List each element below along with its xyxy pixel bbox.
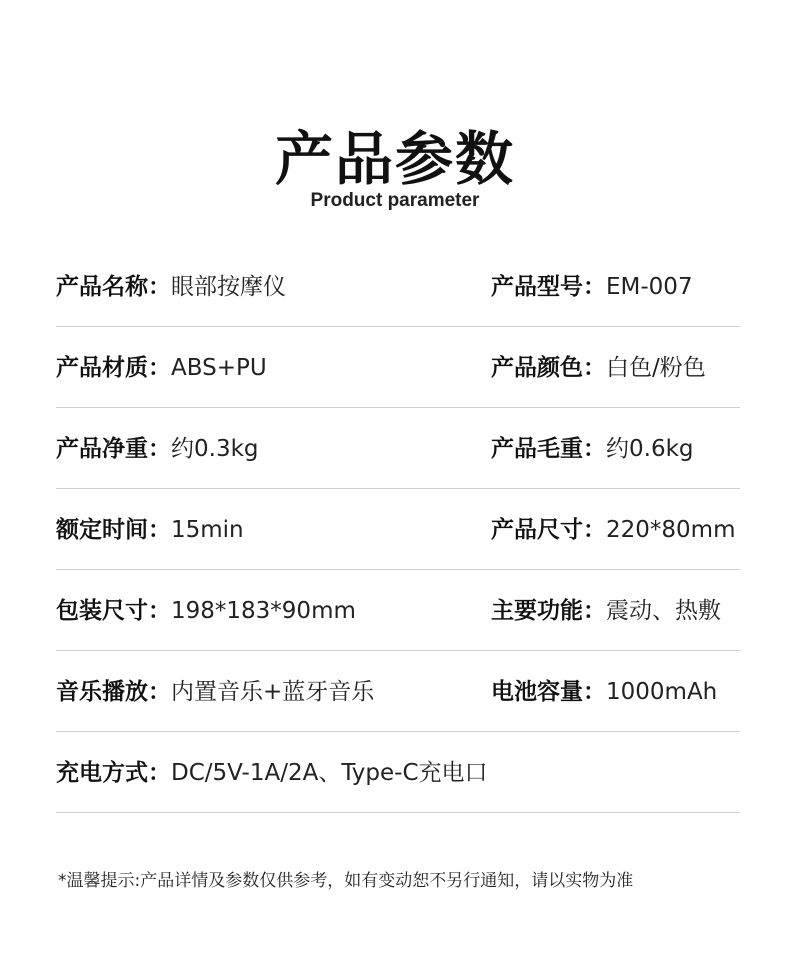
- param-cell: [491, 594, 721, 628]
- param-cell: [56, 351, 267, 385]
- param-cell: [491, 675, 717, 709]
- table-row: [56, 651, 740, 732]
- param-cell: [491, 351, 706, 385]
- param-label: 主要功能：: [491, 598, 606, 624]
- param-value: 198*183*90mm: [171, 598, 356, 624]
- param-cell: [491, 432, 694, 466]
- page-title: 产品参数: [274, 125, 515, 193]
- param-label: 音乐播放：: [56, 679, 171, 705]
- param-value: 白色/粉色: [606, 355, 706, 381]
- param-label: 电池容量：: [491, 679, 606, 705]
- param-cell: [56, 594, 356, 628]
- param-label: 产品毛重：: [491, 436, 606, 462]
- param-cell: [56, 432, 259, 466]
- page-subtitle: Product parameter: [310, 190, 480, 211]
- param-label: 产品尺寸：: [491, 517, 606, 543]
- param-label: 产品颜色：: [491, 355, 606, 381]
- param-value: EM-007: [606, 274, 693, 300]
- param-label: 额定时间：: [56, 517, 171, 543]
- table-row: [56, 732, 740, 813]
- param-value: 震动、热敷: [606, 598, 721, 624]
- param-cell: [56, 270, 286, 304]
- param-value: ABS+PU: [171, 355, 267, 381]
- param-cell: [56, 756, 488, 790]
- param-value: 15min: [171, 517, 244, 543]
- table-row: [56, 489, 740, 570]
- param-value: 约0.6kg: [606, 436, 694, 462]
- table-row: [56, 570, 740, 651]
- param-value: 220*80mm: [606, 517, 736, 543]
- param-label: 包装尺寸：: [56, 598, 171, 624]
- table-row: [56, 327, 740, 408]
- param-value: 1000mAh: [606, 679, 718, 705]
- disclaimer-note: *温馨提示:产品详情及参数仅供参考，如有变动恕不另行通知，请以实物为准: [58, 871, 634, 891]
- table-row: [56, 246, 740, 327]
- param-value: 眼部按摩仪: [171, 274, 286, 300]
- param-label: 产品净重：: [56, 436, 171, 462]
- param-cell: [491, 270, 693, 304]
- param-label: 产品材质：: [56, 355, 171, 381]
- param-cell: [56, 675, 374, 709]
- param-value: 约0.3kg: [171, 436, 259, 462]
- param-cell: [491, 513, 735, 547]
- param-label: 产品名称：: [56, 274, 171, 300]
- param-label: 充电方式：: [56, 760, 171, 786]
- param-value: DC/5V-1A/2A、Type-C充电口: [171, 760, 488, 786]
- parameter-table: [56, 246, 740, 813]
- param-cell: [56, 513, 244, 547]
- param-value: 内置音乐+蓝牙音乐: [171, 679, 375, 705]
- table-row: [56, 408, 740, 489]
- param-label: 产品型号：: [491, 274, 606, 300]
